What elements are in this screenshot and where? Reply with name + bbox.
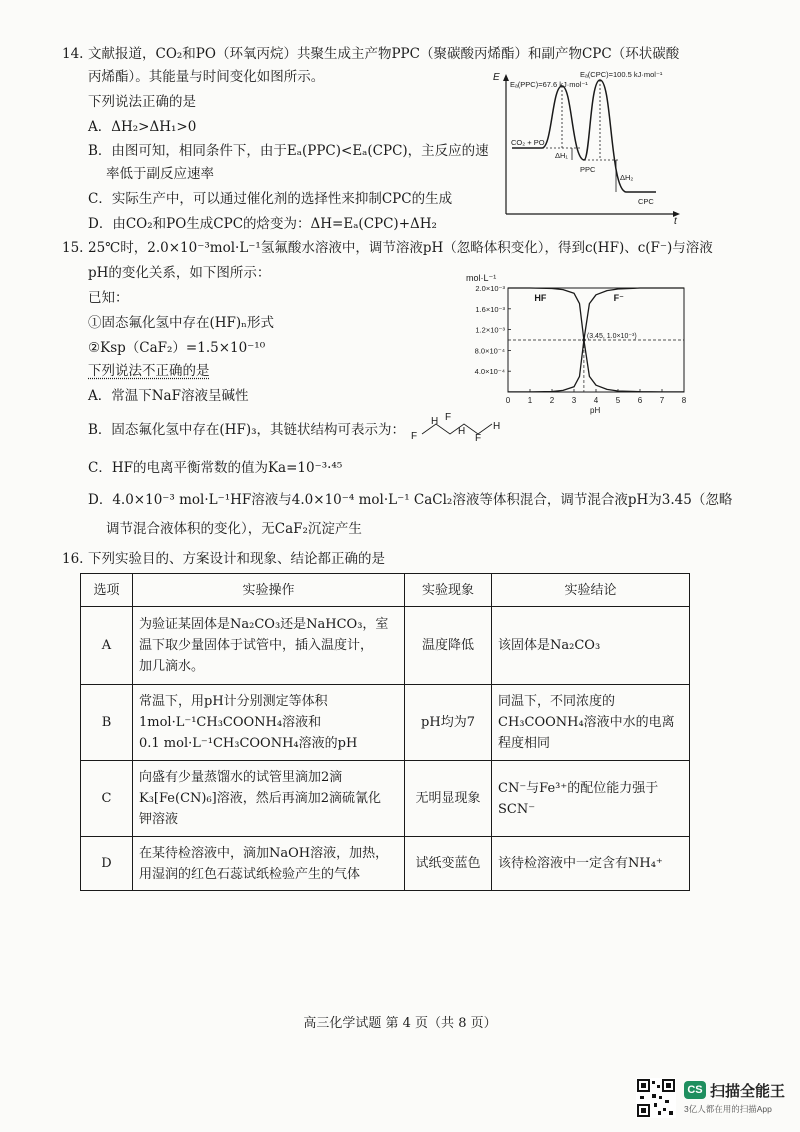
concl-line: CH₃COONH₄溶液中水的电离: [498, 715, 675, 730]
hf-atom-4: H: [458, 426, 466, 437]
row-conclusion: [492, 761, 690, 837]
op-line: 用湿润的红色石蕊试纸检验产生的气体: [139, 866, 361, 882]
row-phenomenon: 试纸变蓝色: [405, 837, 492, 891]
x-tick-label: 5: [615, 396, 621, 405]
series-label: F⁻: [613, 293, 624, 303]
table-header-operation: 实验操作: [133, 574, 405, 607]
hf-atom-1: F: [411, 431, 418, 442]
chart-xlabel: pH: [590, 406, 601, 415]
x-tick-label: 7: [659, 396, 665, 405]
annotation-label: (3.45, 1.0×10⁻³): [586, 333, 637, 340]
q14-dh2-label: ΔH₂: [620, 173, 634, 182]
row-operation: [133, 761, 405, 837]
scanner-tagline: 3亿人都在用的扫描App: [684, 1104, 772, 1114]
q14-number: 14.: [62, 46, 84, 62]
y-tick-label: 8.0×10⁻⁴: [474, 346, 505, 356]
q14-dh1-label: ΔH₁: [555, 151, 568, 160]
table-row: [81, 607, 690, 685]
row-option: D: [81, 837, 133, 891]
row-operation: [133, 685, 405, 761]
q15-option-c: C．HF的电离平衡常数的值为Ka=10⁻³·⁴⁵: [88, 460, 343, 476]
hf-atom-2: H: [431, 416, 439, 427]
cs-badge: CS: [684, 1081, 706, 1099]
series-label: HF: [534, 293, 547, 303]
q15-known: 已知：: [88, 290, 129, 306]
q14-option-c: C．实际生产中，可以通过催化剂的选择性来抑制CPC的生成: [88, 191, 453, 207]
op-line: 1mol·L⁻¹CH₃COONH₄溶液和: [139, 715, 322, 730]
q15-ask: 下列说法不正确的是: [88, 363, 210, 379]
scanner-name: 扫描全能王: [710, 1083, 786, 1100]
table-row: [81, 837, 690, 891]
q15-option-a: A．常温下NaF溶液呈碱性: [88, 388, 249, 404]
q14-axis-t: t: [674, 216, 677, 226]
op-line: 为验证某固体是Na₂CO₃还是NaHCO₃，室: [139, 617, 389, 632]
op-line: 在某待检溶液中，滴加NaOH溶液，加热，: [139, 845, 389, 861]
op-line: 0.1 mol·L⁻¹CH₃COONH₄溶液的pH: [139, 736, 358, 751]
q16-stem: 下列实验目的、方案设计和现象、结论都正确的是: [88, 551, 385, 567]
q15-option-d-line2: 调节混合液体积的变化），无CaF₂沉淀产生: [106, 521, 362, 537]
q14-option-b-line1: B．由图可知，相同条件下，由于Eₐ(PPC)<Eₐ(CPC)，主反应的速: [88, 143, 489, 159]
q14-ppc-label: PPC: [580, 165, 596, 174]
page-footer: 高三化学试题 第 4 页（共 8 页）: [303, 1016, 497, 1031]
op-line: 常温下，用pH计分别测定等体积: [139, 694, 328, 709]
y-tick-label: 4.0×10⁻⁴: [474, 367, 505, 377]
table-row: [81, 685, 690, 761]
q14-option-b-line2: 率低于副反应速率: [106, 166, 214, 182]
concl-line: 同温下，不同浓度的: [498, 694, 616, 709]
q14-stem-line1: 文献报道，CO₂和PO（环氧丙烷）共聚生成主产物PPC（聚碳酸丙烯酯）和副产物CPC（环状碳酸: [88, 46, 680, 62]
row-phenomenon: 无明显现象: [405, 761, 492, 837]
q14-ea-cpc-label: Eₐ(CPC)=100.5 kJ·mol⁻¹: [580, 70, 663, 79]
hf-atom-6: H: [493, 421, 501, 432]
x-tick-label: 1: [527, 396, 533, 405]
x-tick-label: 3: [571, 396, 577, 405]
op-line: 钾溶液: [139, 812, 179, 827]
q15-option-b: B．固态氟化氢中存在(HF)₃，其链状结构可表示为：: [88, 422, 406, 438]
concl-line: 该待检溶液中一定含有NH₄⁺: [498, 856, 663, 871]
qr-code-icon: [636, 1078, 676, 1118]
concl-line: CN⁻与Fe³⁺的配位能力强于: [498, 780, 659, 796]
op-line: K₃[Fe(CN)₆]溶液，然后再滴加2滴硫氰化: [139, 791, 382, 806]
row-operation: [133, 837, 405, 891]
x-tick-label: 8: [681, 396, 687, 405]
concl-line: SCN⁻: [498, 801, 536, 817]
table-header-option: 选项: [81, 574, 133, 607]
q15-option-d-line1: D．4.0×10⁻³ mol·L⁻¹HF溶液与4.0×10⁻⁴ mol·L⁻¹ CaCl₂溶液等体积混合，调节混合液pH为3.45（忽略: [88, 492, 733, 508]
q16-number: 16.: [62, 551, 84, 567]
op-line: 加几滴水。: [139, 659, 205, 674]
q15-stem-line1: 25℃时，2.0×10⁻³mol·L⁻¹氢氟酸水溶液中，调节溶液pH（忽略体积变化），得到c(HF)、c(F⁻)与溶液: [88, 240, 713, 256]
op-line: 向盛有少量蒸馏水的试管里滴加2滴: [139, 770, 343, 785]
experiment-table: [80, 573, 690, 891]
q15-number: 15.: [62, 240, 84, 256]
x-tick-label: 0: [505, 396, 511, 405]
q15-known-2: ②Ksp（CaF₂）=1.5×10⁻¹⁰: [88, 340, 266, 356]
row-phenomenon: pH均为7: [405, 685, 492, 761]
hf-atom-5: F: [475, 433, 482, 442]
q14-option-a: A．ΔH₂>ΔH₁>0: [88, 119, 197, 135]
hf-concentration-chart: [440, 270, 700, 420]
x-tick-label: 6: [637, 396, 643, 405]
row-conclusion: [492, 685, 690, 761]
y-tick-label: 1.2×10⁻³: [475, 325, 505, 335]
concl-line: 该固体是Na₂CO₃: [498, 638, 601, 653]
row-operation: [133, 607, 405, 685]
q14-energy-diagram: [480, 66, 690, 226]
table-row: [81, 761, 690, 837]
q14-energy-curve: [512, 80, 656, 192]
q14-option-d: D．由CO₂和PO生成CPC的焓变为：ΔH=Eₐ(CPC)+ΔH₂: [88, 216, 437, 232]
table-header-phenomenon: 实验现象: [405, 574, 492, 607]
annotation-point: [582, 338, 585, 341]
q14-axis-e: E: [493, 72, 500, 83]
concl-line: 程度相同: [498, 736, 551, 751]
row-option: A: [81, 607, 133, 685]
x-tick-label: 4: [593, 396, 599, 405]
q15-stem-line2: pH的变化关系，如下图所示：: [88, 265, 271, 281]
row-conclusion: [492, 837, 690, 891]
q14-reactant-label: CO₂ + PO: [511, 138, 545, 147]
q15-known-1: ①固态氟化氢中存在(HF)ₙ形式: [88, 315, 275, 331]
q14-cpc-label: CPC: [638, 197, 654, 206]
row-conclusion: [492, 607, 690, 685]
x-tick-label: 2: [549, 396, 555, 405]
op-line: 温下取少量固体于试管中，插入温度计，: [139, 638, 374, 653]
hf-atom-3: F: [445, 412, 452, 423]
y-tick-label: 1.6×10⁻³: [475, 304, 505, 314]
chart-ylabel: mol·L⁻¹: [466, 273, 497, 283]
q14-ask: 下列说法正确的是: [88, 94, 196, 110]
q14-stem-line2: 丙烯酯）。其能量与时间变化如图所示。: [88, 69, 325, 85]
y-tick-label: 2.0×10⁻³: [475, 284, 505, 293]
table-header-conclusion: 实验结论: [492, 574, 690, 607]
row-option: C: [81, 761, 133, 837]
row-phenomenon: 温度降低: [405, 607, 492, 685]
q14-ea-ppc-label: Eₐ(PPC)=67.6 kJ·mol⁻¹: [510, 80, 588, 89]
row-option: B: [81, 685, 133, 761]
